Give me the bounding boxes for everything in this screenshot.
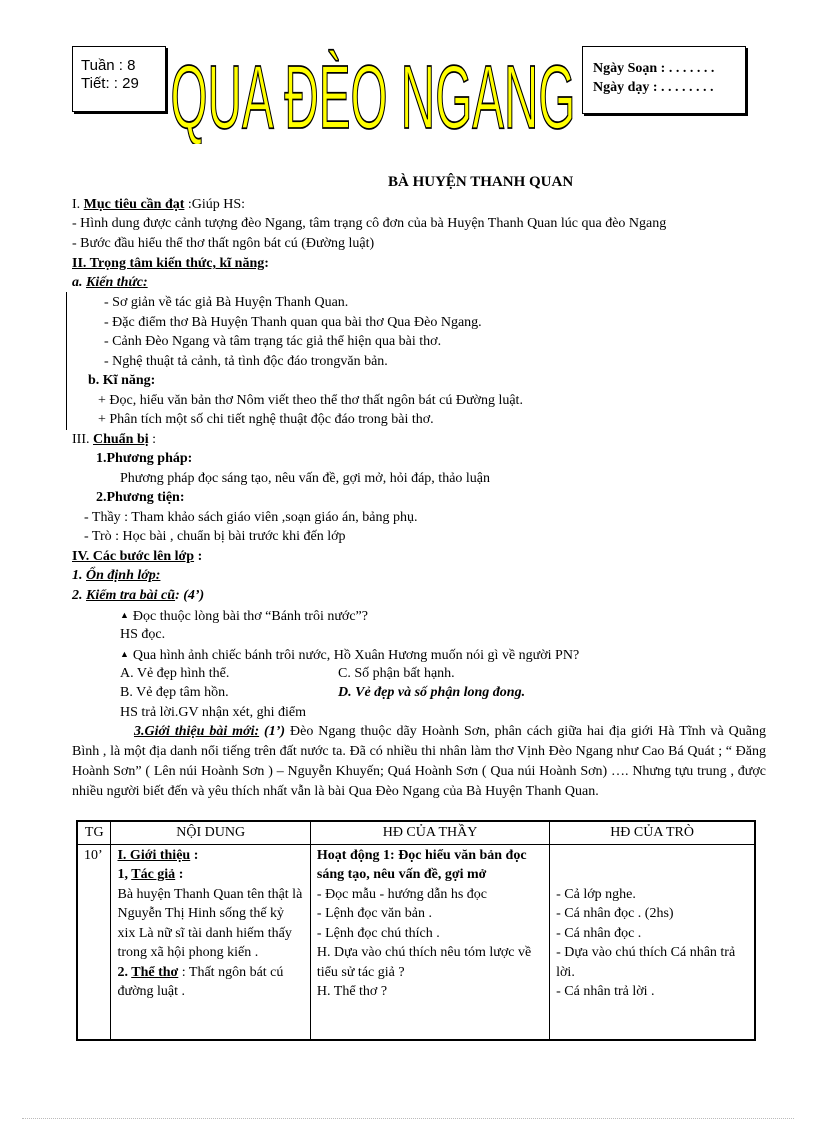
objectives-rest: :Giúp HS:: [184, 197, 246, 212]
header-content: NỘI DUNG: [111, 821, 310, 844]
option-d: D. Vẻ đẹp và số phận long đong.: [338, 685, 526, 700]
form-heading-label: Thể thơ: [131, 964, 179, 980]
skills-bar: [66, 372, 67, 430]
focus-colon: :: [264, 256, 269, 271]
question-1-text: Đọc thuộc lòng bài thơ “Bánh trôi nước”?: [132, 609, 368, 624]
option-a: A. Vẻ đẹp hình thể.: [120, 666, 230, 681]
option-c: C. Số phận bất hạnh.: [338, 666, 455, 681]
student-item: - Dựa vào chú thích Cá nhân trả lời.: [556, 945, 736, 980]
knowledge-item: - Đặc điểm thơ Bà Huyện Thanh quan qua bài thơ Qua Đèo Ngang.: [104, 315, 482, 330]
teacher-item: - Đọc mẫu - hướng dẫn hs đọc: [316, 886, 488, 902]
author-heading-label: Tác giả: [131, 867, 176, 882]
student-item: - Cá nhân trả lời .: [556, 984, 655, 999]
title-wordart: [166, 44, 580, 144]
knowledge-bar: [66, 292, 67, 372]
skills-item: + Phân tích một số chi tiết nghệ thuật độc đáo trong bài thơ.: [98, 412, 434, 427]
knowledge-item: - Sơ giản về tác giả Bà Huyện Thanh Quan.: [104, 295, 349, 310]
option-b: B. Vẻ đẹp tâm hồn.: [120, 685, 229, 700]
knowledge-heading: [72, 274, 148, 292]
teach-date: Ngày dạy : . . . . . . . .: [593, 80, 714, 95]
author-heading: [117, 865, 303, 885]
objectives-title: Mục tiêu cần đạt: [83, 197, 185, 212]
author-name: BÀ HUYỆN THANH QUAN: [388, 174, 574, 190]
date-box: [582, 46, 746, 114]
objective-2: - Bước đầu hiểu thể thơ thất ngôn bát cú (Đường luật): [72, 236, 375, 251]
form-text: : Thất ngôn bát cú đường luật .: [117, 964, 284, 999]
step-1-num: 1.: [72, 568, 86, 583]
question-2: [120, 645, 579, 665]
activity-heading: Hoạt động 1: Đọc hiểu văn bản đọc sáng tạo, nêu vấn đề, gợi mở: [316, 847, 527, 882]
week-label: Tuần : 8: [81, 57, 136, 74]
knowledge-item: - Cảnh Đèo Ngang và tâm trạng tác giả thể hiện qua bài thơ.: [104, 334, 442, 349]
title-text: QUA ĐÈO NGANG: [170, 46, 576, 144]
steps-rest: :: [194, 549, 203, 564]
form-heading: [117, 963, 303, 1002]
objective-1: - Hình dung được cảnh tượng đèo Ngang, tâm trạng cô đơn của bà Huyện Thanh Quan lúc qua đèo Ngang: [72, 216, 667, 231]
steps-title: IV. Các bước lên lớp: [72, 549, 195, 564]
review-note: HS trả lời.GV nhận xét, ghi điểm: [120, 705, 307, 720]
step-2-num: 2.: [72, 588, 86, 603]
knowledge-item: - Nghệ thuật tả cảnh, tả tình độc đáo trongvăn bản.: [104, 354, 388, 369]
objectives-heading: [72, 196, 245, 214]
skills-heading: b. Kĩ năng:: [88, 373, 156, 388]
skills-item: + Đọc, hiểu văn bản thơ Nôm viết theo thể thơ thất ngôn bát cú Đường luật.: [98, 393, 523, 408]
content-cell: [111, 844, 310, 1040]
focus-heading: [72, 255, 269, 273]
lesson-table: [76, 820, 756, 1041]
step-2-label: Kiểm tra bài cũ: [86, 588, 176, 603]
title-svg: [166, 44, 580, 144]
header-teacher: HĐ CỦA THẦY: [310, 821, 549, 844]
intro-text: Đèo Ngang thuộc dãy Hoành Sơn, phân cách giữa hai địa giới Hà Tĩnh và Quãng Bình , là một địa danh nổi tiếng trên đất nước ta. Đã có nhiều thi nhân làm thơ Vịnh Đèo Ngang như Cao Bá Quát ; “ Đăng Hoành Sơn” ( Lên núi Hoành Sơn ) – Nguyễn Khuyến; Quá Hoành Sơn ( Qua núi Hoành Sơn) …. Nhưng tựu trung , được nhiều người biết đến và yêu thích nhất vẫn là bài Qua Đèo Ngang của Bà Huyện Thanh Quan.: [72, 724, 767, 799]
student-item: - Cá nhân đọc . (2hs): [556, 906, 674, 921]
steps-heading: [72, 548, 202, 566]
question-2-text: Qua hình ảnh chiếc bánh trôi nước, Hồ Xuân Hương muốn nói gì về người PN?: [132, 648, 580, 663]
preparation-rest: :: [148, 432, 157, 447]
header-time: TG: [77, 821, 111, 844]
question-1: [120, 606, 368, 626]
intro-heading-rest: :: [190, 847, 199, 863]
student-cell: [550, 844, 755, 1040]
knowledge-num: a.: [72, 275, 86, 290]
preparation-title: Chuẩn bị: [93, 432, 149, 447]
table-header-row: [77, 821, 755, 844]
page-bottom-rule: [22, 1118, 794, 1119]
teacher-item: H. Dựa vào chú thích nêu tóm lược về tiểu sử tác giả ?: [316, 945, 532, 980]
triangle-bullet-icon: ▲: [120, 649, 129, 659]
student-spacer: [556, 846, 748, 885]
introduction-paragraph: [72, 722, 766, 802]
teacher-item: H. Thể thơ ?: [316, 984, 388, 999]
author-bio: Bà huyện Thanh Quan tên thật là Nguyễn Thị Hinh sống thế kỷ xix Là nữ sĩ tài danh hiếm thấy trong xã hội phong kiến .: [117, 886, 303, 960]
step-1-label: Ổn định lớp:: [86, 568, 161, 583]
knowledge-title: Kiến thức:: [86, 275, 148, 290]
author-heading-rest: :: [175, 867, 184, 882]
materials-teacher: - Thầy : Tham khảo sách giáo viên ,soạn giáo án, bảng phụ.: [84, 510, 418, 525]
author-heading-num: 1,: [117, 867, 132, 882]
intro-time: (1’): [259, 724, 286, 739]
materials-student: - Trò : Học bài , chuẩn bị bài trước khi đến lớp: [84, 529, 346, 544]
intro-heading: [117, 846, 303, 866]
method-heading: 1.Phương pháp:: [96, 451, 193, 466]
student-item: - Cá nhân đọc .: [556, 925, 642, 941]
objectives-num: I.: [72, 197, 81, 212]
step-2-rest: : (4’): [175, 588, 205, 603]
question-1-answer: HS đọc.: [120, 627, 166, 642]
header-student: HĐ CỦA TRÒ: [550, 821, 755, 844]
time-cell: 10’: [77, 844, 111, 1040]
intro-heading-label: I. Giới thiệu: [117, 847, 191, 863]
prepare-date: Ngày Soạn : . . . . . . .: [593, 61, 715, 76]
preparation-num: III.: [72, 432, 93, 447]
week-lesson-box: [72, 46, 166, 112]
lesson-label: Tiết: : 29: [81, 75, 139, 92]
table-row: [77, 844, 755, 1040]
step-2: [72, 587, 204, 605]
focus-title: II. Trọng tâm kiến thức, kĩ năng: [72, 256, 265, 271]
step-1: [72, 567, 160, 585]
triangle-bullet-icon: ▲: [120, 610, 129, 620]
preparation-heading: [72, 431, 156, 449]
student-item: - Cả lớp nghe.: [556, 886, 636, 902]
teacher-cell: [310, 844, 549, 1040]
method-text: Phương pháp đọc sáng tạo, nêu vấn đề, gợi mở, hỏi đáp, thảo luận: [120, 471, 491, 486]
materials-heading: 2.Phương tiện:: [96, 490, 185, 505]
intro-label: 3.Giới thiệu bài mới:: [134, 724, 260, 739]
teacher-item: - Lệnh đọc văn bản .: [316, 906, 432, 921]
teacher-item: - Lệnh đọc chú thích .: [316, 925, 440, 941]
form-heading-num: 2.: [117, 964, 132, 980]
